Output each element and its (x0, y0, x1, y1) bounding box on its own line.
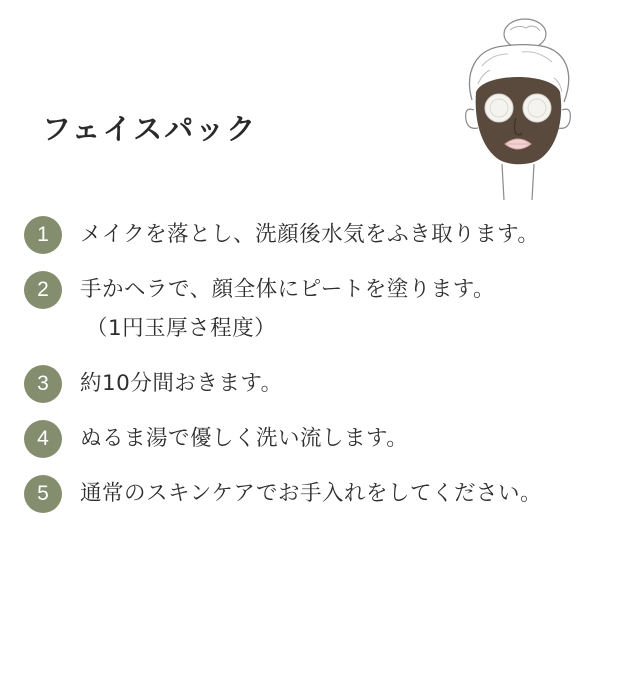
step-item (24, 216, 624, 254)
step-item (24, 365, 624, 403)
step-instruction: ぬるま湯で優しく洗い流します。 (80, 426, 409, 451)
step-instruction: 約10分間おきます。 (80, 371, 283, 396)
step-note: （1円玉厚さ程度） (86, 316, 277, 341)
step-instruction: 手かヘラで、顔全体にピートを塗ります。 (80, 277, 495, 302)
step-number-badge: 2 (24, 271, 62, 309)
step-item (24, 420, 624, 458)
face-mask-illustration-icon (452, 14, 582, 206)
step-number-badge: 5 (24, 475, 62, 513)
step-text (80, 271, 495, 348)
page-title: フェイスパック (42, 112, 258, 147)
step-text (80, 420, 408, 458)
instruction-steps (24, 216, 624, 530)
step-text (80, 216, 539, 254)
step-number-badge: 4 (24, 420, 62, 458)
step-text (80, 365, 283, 403)
step-instruction: 通常のスキンケアでお手入れをしてください。 (80, 481, 543, 506)
step-text (80, 475, 542, 513)
step-number-badge: 3 (24, 365, 62, 403)
step-instruction: メイクを落とし、洗顔後水気をふき取ります。 (80, 222, 540, 247)
step-item (24, 271, 624, 348)
step-number-badge: 1 (24, 216, 62, 254)
step-item (24, 475, 624, 513)
